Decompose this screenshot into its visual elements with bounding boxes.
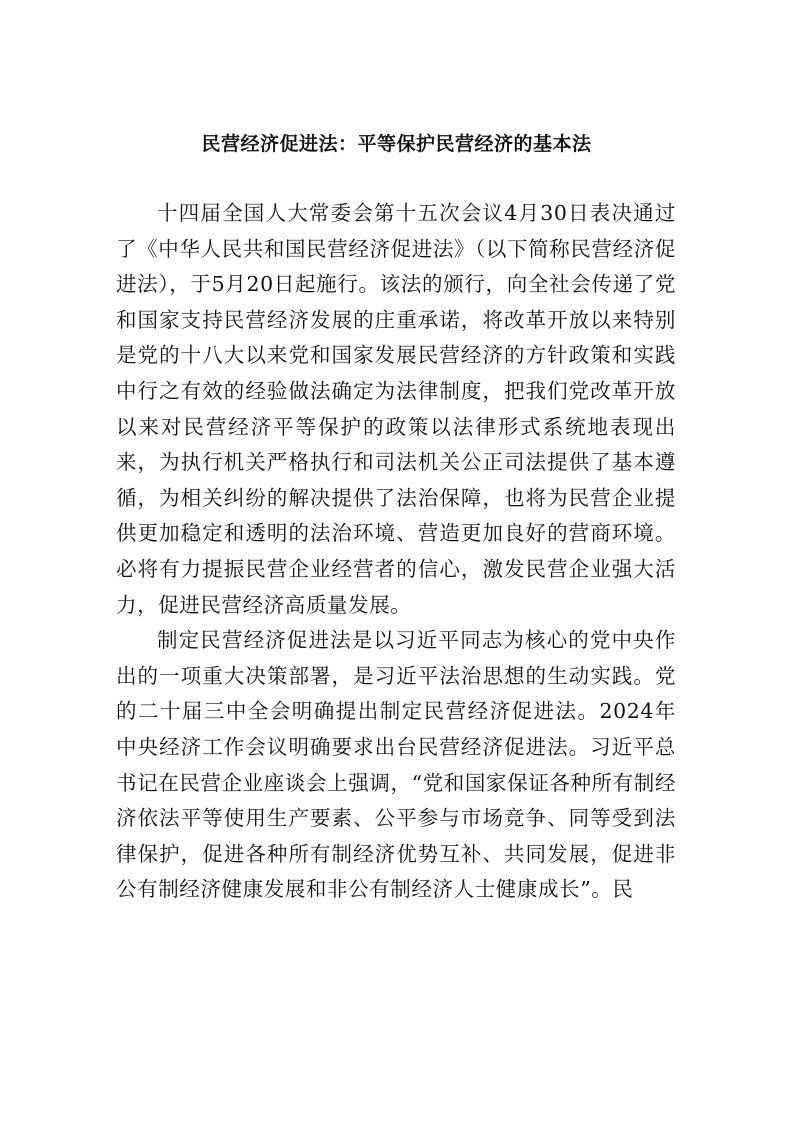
document-body xyxy=(116,196,676,908)
paragraph-2: 制定民营经济促进法是以习近平同志为核心的党中央作出的一项重大决策部署，是习近平法治思想的生动实践。党的二十届三中全会明确提出制定民营经济促进法。2024年中央经济工作会议明确要求出台民营经济促进法。习近平总书记在民营企业座谈会上强调，“党和国家保证各种所有制经济依法平等使用生产要素、公平参与市场竞争、同等受到法律保护，促进各种所有制经济优势互补、共同发展，促进非公有制经济健康发展和非公有制经济人士健康成长”。民 xyxy=(116,628,676,902)
paragraph-1: 十四届全国人大常委会第十五次会议4月30日表决通过了《中华人民共和国民营经济促进法》（以下简称民营经济促进法），于5月20日起施行。该法的颁行，向全社会传递了党和国家支持民营经济发展的庄重承诺，将改革开放以来特别是党的十八大以来党和国家发展民营经济的方针政策和实践中行之有效的经验做法确定为法律制度，把我们党改革开放以来对民营经济平等保护的政策以法律形式系统地表现出来，为执行机关严格执行和司法机关公正司法提供了基本遵循，为相关纠纷的解决提供了法治保障，也将为民营企业提供更加稳定和透明的法治环境、营造更加良好的营商环境。必将有力提振民营企业经营者的信心，激发民营企业强大活力，促进民营经济高质量发展。 xyxy=(116,201,676,617)
document-title: 民营经济促进法：平等保护民营经济的基本法 xyxy=(201,133,592,155)
